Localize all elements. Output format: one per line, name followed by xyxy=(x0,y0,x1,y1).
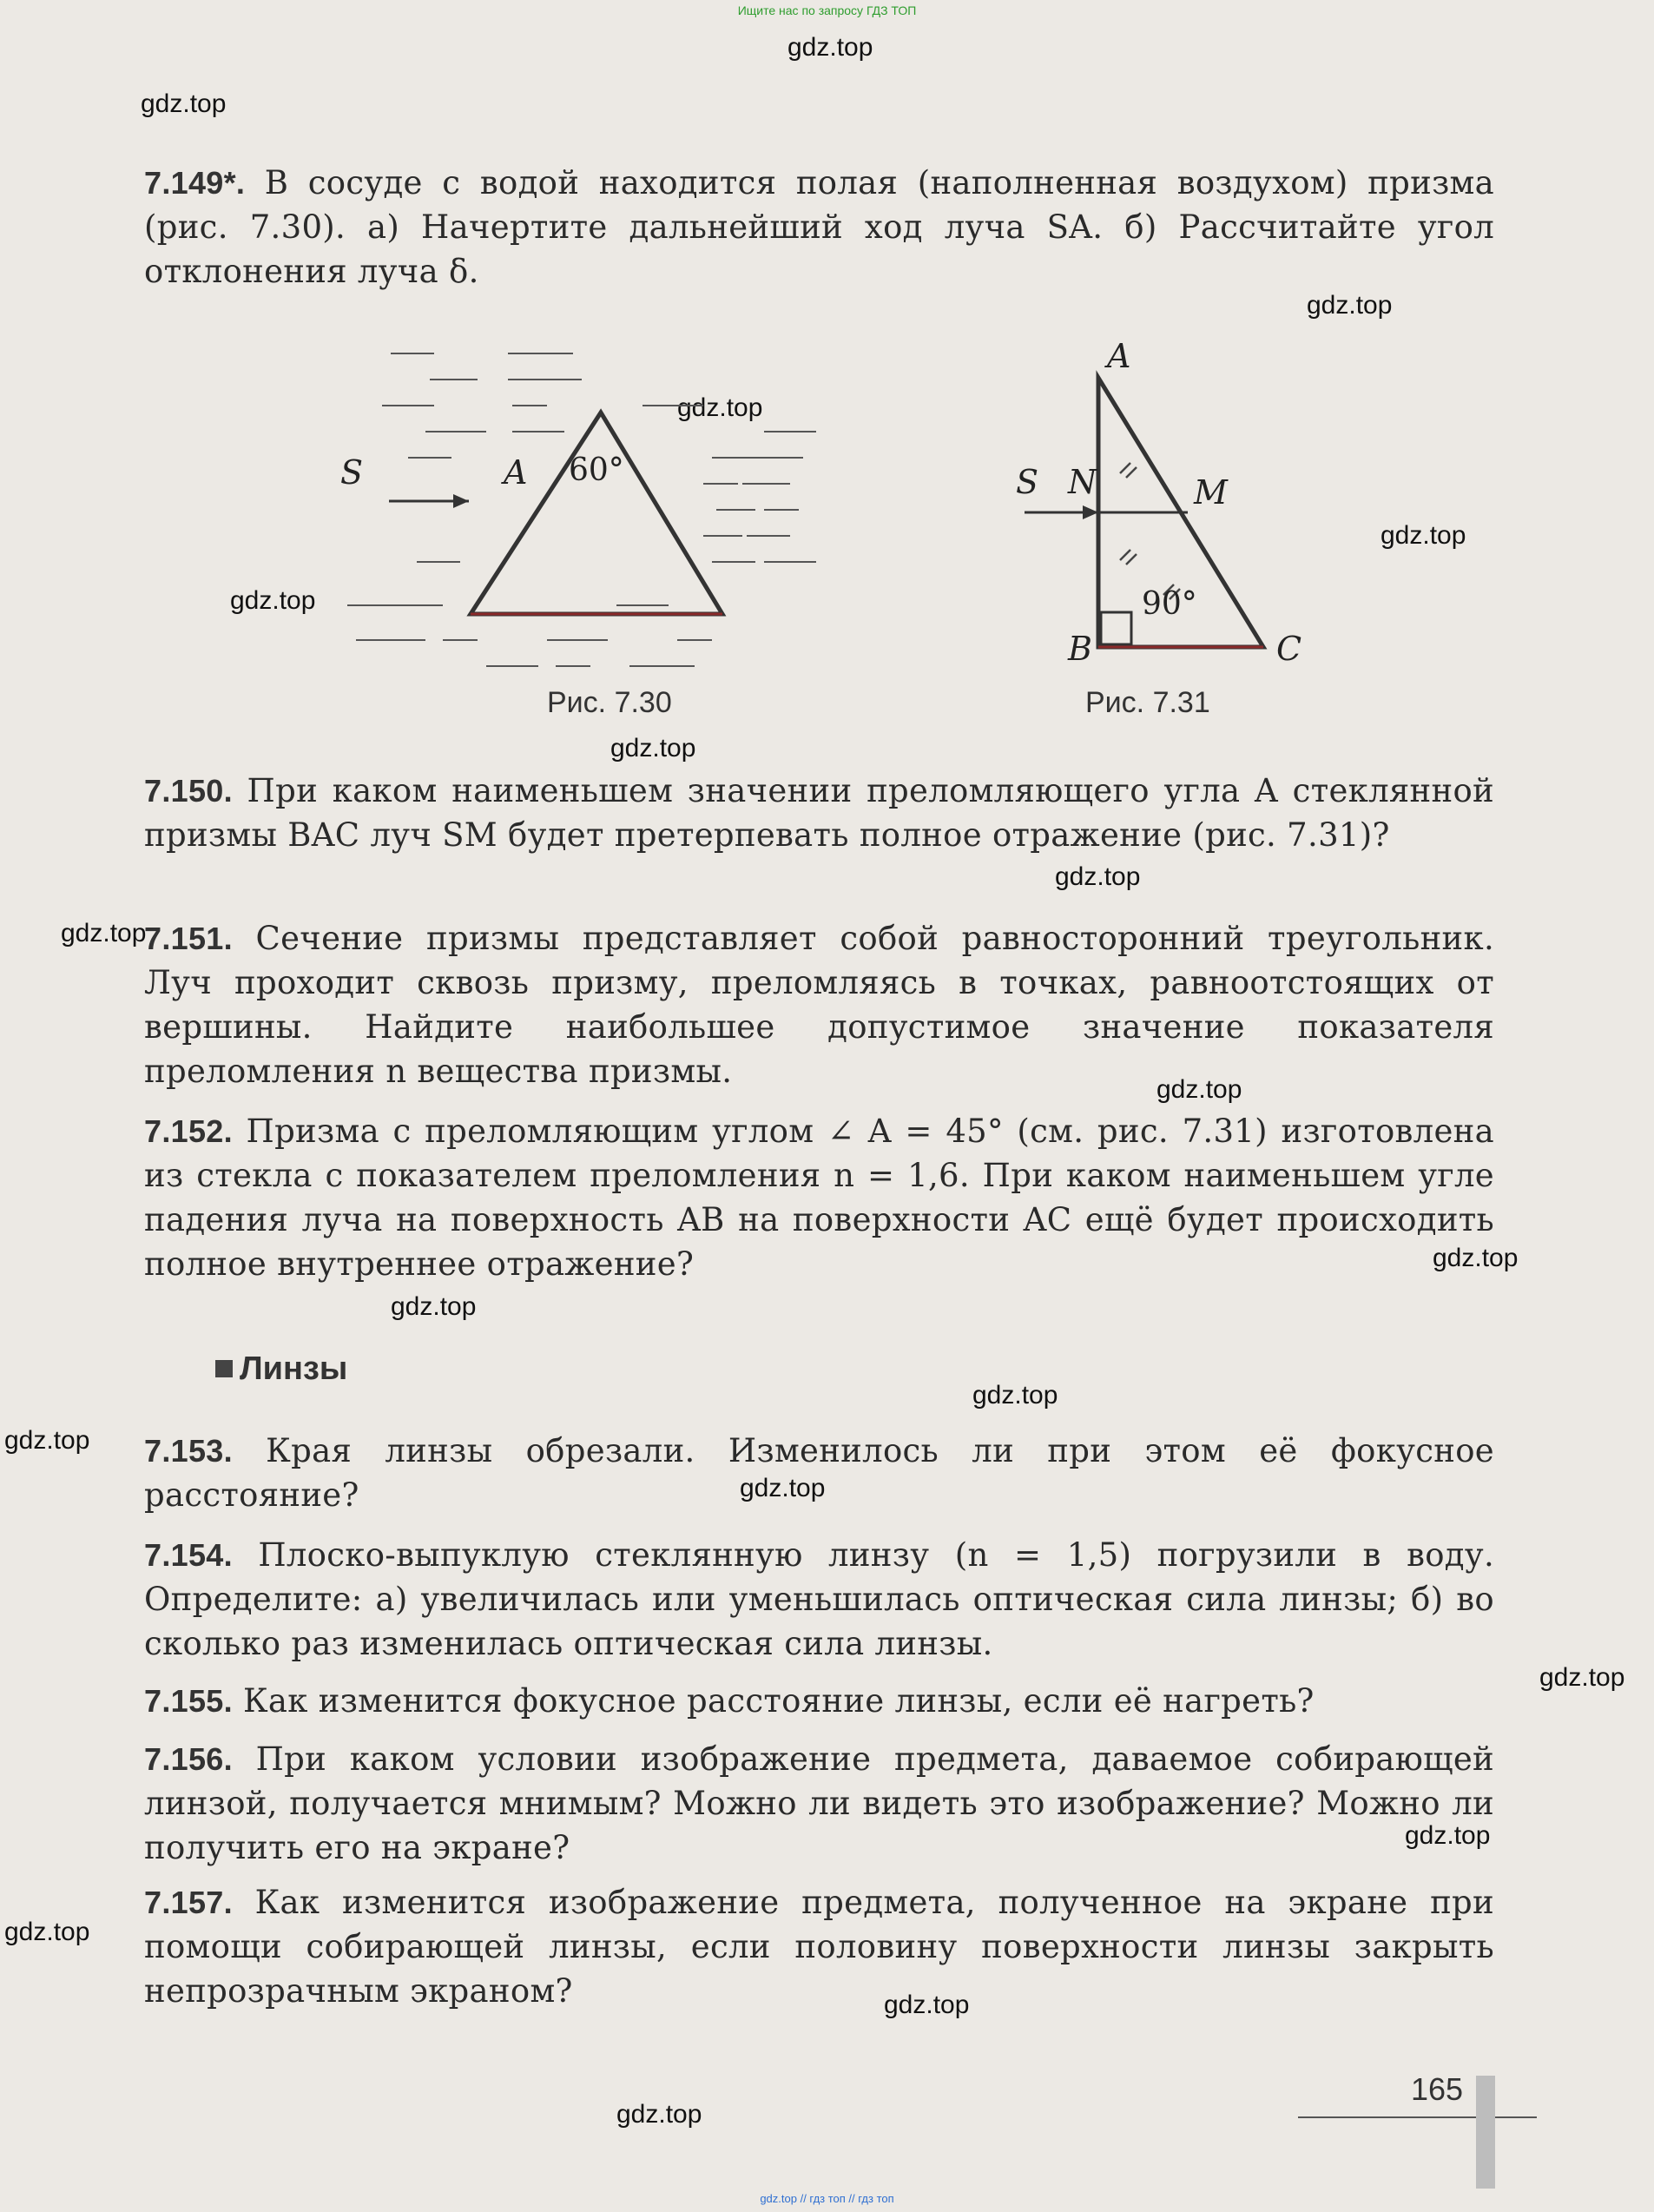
problem-7-151 xyxy=(144,916,1494,1093)
page-number: 165 xyxy=(1411,2071,1464,2107)
problem-text: Как изменится изображение предмета, полученное на экране при помощи собирающей линзы, если половину поверхности линзы закрыть непрозрачным экраном? xyxy=(144,1884,1494,2010)
page-gutter xyxy=(1476,2076,1495,2189)
label-c: C xyxy=(1276,630,1302,668)
section-heading xyxy=(215,1350,347,1388)
label-s: S xyxy=(1016,463,1039,501)
problem-number: 7.150. xyxy=(144,773,233,809)
problem-text: Как изменится фокусное расстояние линзы, если её нагреть? xyxy=(232,1682,1315,1720)
watermark: gdz.top xyxy=(1156,1075,1242,1104)
bottom-note: gdz.top // гдз топ // гдз топ xyxy=(760,2192,894,2205)
label-n: N xyxy=(1068,463,1097,501)
figure-caption-7-30: Рис. 7.30 xyxy=(547,686,672,719)
label-a: A xyxy=(504,453,528,492)
watermark: gdz.top xyxy=(1405,1821,1491,1850)
problem-number: 7.157. xyxy=(144,1885,233,1920)
problem-number: 7.153. xyxy=(144,1433,233,1469)
label-m: M xyxy=(1194,473,1228,512)
watermark: gdz.top xyxy=(391,1292,477,1321)
problem-text: При каком условии изображение предмета, даваемое собирающей линзой, получается мнимым? Можно ли видеть это изображение? Можно ли получить его на экране? xyxy=(144,1740,1494,1866)
problem-7-155 xyxy=(144,1679,1494,1723)
watermark: gdz.top xyxy=(4,1426,90,1455)
watermark: gdz.top xyxy=(616,2100,702,2129)
problem-number: 7.155. xyxy=(144,1683,233,1719)
watermark: gdz.top xyxy=(230,586,316,615)
problem-7-156 xyxy=(144,1737,1494,1870)
problem-text: Плоско-выпуклую стеклянную линзу (n = 1,5) погрузили в воду. Определите: а) увеличилась или уменьшилась оптическая сила линзы; б) во сколько раз изменилась оптическая сила линзы. xyxy=(144,1536,1494,1662)
problem-text: В сосуде с водой находится полая (наполненная воздухом) призма (рис. 7.30). а) Начертите дальнейший ход луча SA. б) Рассчитайте угол отклонения луча δ. xyxy=(144,164,1494,290)
problem-text: Сечение призмы представляет собой равносторонний треугольник. Луч проходит сквозь призму, преломляясь в точках, равноотстоящих от вершины. Найдите наибольшее допустимое значение показателя преломления n вещества призмы. xyxy=(144,920,1494,1090)
problem-7-157 xyxy=(144,1880,1494,2013)
watermark: gdz.top xyxy=(1433,1244,1519,1272)
problem-number: 7.156. xyxy=(144,1741,233,1777)
problem-text: Призма с преломляющим углом ∠ A = 45° (см. рис. 7.31) изготовлена из стекла с показателем преломления n = 1,6. При каком наименьшем угле падения луча на поверхность AB на поверхности AC ещё будет происходить полное внутреннее отражение? xyxy=(144,1113,1494,1283)
watermark: gdz.top xyxy=(1381,521,1466,550)
problem-number: 7.152. xyxy=(144,1113,233,1149)
watermark: gdz.top xyxy=(1539,1663,1625,1692)
watermark: gdz.top xyxy=(4,1918,90,1946)
watermark: gdz.top xyxy=(61,919,147,948)
figure-7-31 xyxy=(998,343,1328,682)
figure-7-30 xyxy=(330,334,851,699)
problem-number: 7.151. xyxy=(144,921,233,956)
watermark: gdz.top xyxy=(610,734,696,763)
watermark: gdz.top xyxy=(1307,291,1393,320)
top-note: Ищите нас по запросу ГДЗ ТОП xyxy=(737,3,917,17)
problem-7-150 xyxy=(144,769,1494,857)
watermark: gdz.top xyxy=(1055,862,1141,891)
watermark: gdz.top xyxy=(141,89,227,118)
label-a: A xyxy=(1107,343,1131,375)
watermark: gdz.top xyxy=(972,1381,1058,1410)
problem-7-154 xyxy=(144,1533,1494,1666)
watermark: gdz.top xyxy=(740,1474,826,1502)
problem-7-149 xyxy=(144,161,1494,294)
problem-7-153 xyxy=(144,1429,1494,1517)
figure-caption-7-31: Рис. 7.31 xyxy=(1085,686,1210,719)
label-b: B xyxy=(1068,630,1092,668)
section-title: Линзы xyxy=(240,1350,348,1387)
problem-number: 7.154. xyxy=(144,1537,233,1573)
label-s: S xyxy=(340,453,364,492)
watermark: gdz.top xyxy=(787,33,873,62)
problem-number: 7.149*. xyxy=(144,165,246,201)
watermark: gdz.top xyxy=(884,1991,970,2019)
angle-label: 60° xyxy=(569,452,624,488)
watermark: gdz.top xyxy=(677,393,763,422)
problem-text: Края линзы обрезали. Изменилось ли при этом её фокусное расстояние? xyxy=(144,1432,1494,1514)
problem-text: При каком наименьшем значении преломляющего угла A стеклянной призмы BAC луч SM будет претерпевать полное отражение (рис. 7.31)? xyxy=(144,772,1494,854)
angle-label: 90° xyxy=(1142,586,1197,622)
footer-rule xyxy=(1298,2116,1537,2118)
square-bullet-icon xyxy=(215,1360,233,1377)
problem-7-152 xyxy=(144,1109,1494,1286)
